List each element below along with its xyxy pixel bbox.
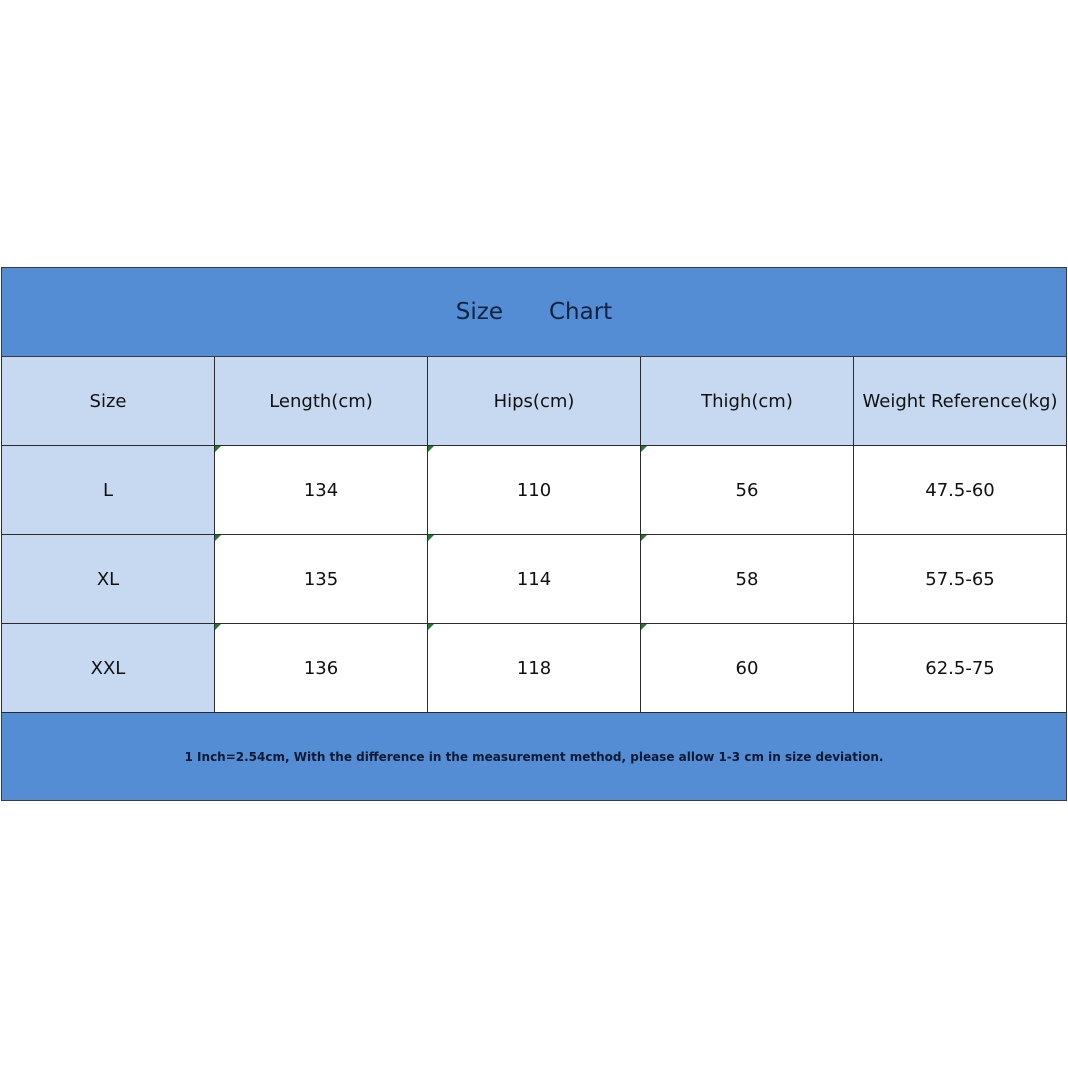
chart-title-size: Size [455,299,503,325]
weight-cell: 47.5-60 [854,446,1067,535]
length-cell: 134 [215,446,428,535]
hips-cell: 118 [428,624,641,713]
footer-banner [2,713,1067,801]
table-row [2,624,1067,713]
header-size: Size [2,357,215,446]
weight-cell: 57.5-65 [854,535,1067,624]
header-hips: Hips(cm) [428,357,641,446]
hips-cell: 114 [428,535,641,624]
length-cell: 135 [215,535,428,624]
title-banner [2,268,1067,357]
table-row [2,535,1067,624]
weight-cell: 62.5-75 [854,624,1067,713]
header-row [2,357,1067,446]
size-cell: L [2,446,215,535]
thigh-cell: 58 [641,535,854,624]
header-length: Length(cm) [215,357,428,446]
table-row [2,446,1067,535]
chart-title-chart: Chart [549,299,613,325]
length-cell: 136 [215,624,428,713]
thigh-cell: 60 [641,624,854,713]
header-thigh: Thigh(cm) [641,357,854,446]
header-weight-reference: Weight Reference(kg) [854,357,1067,446]
size-cell: XL [2,535,215,624]
footer-note: 1 Inch=2.54cm, With the difference in the measurement method, please allow 1-3 cm in size deviation. [2,713,1067,801]
chart-title [2,268,1067,357]
thigh-cell: 56 [641,446,854,535]
hips-cell: 110 [428,446,641,535]
size-cell: XXL [2,624,215,713]
size-chart-table [1,267,1067,801]
